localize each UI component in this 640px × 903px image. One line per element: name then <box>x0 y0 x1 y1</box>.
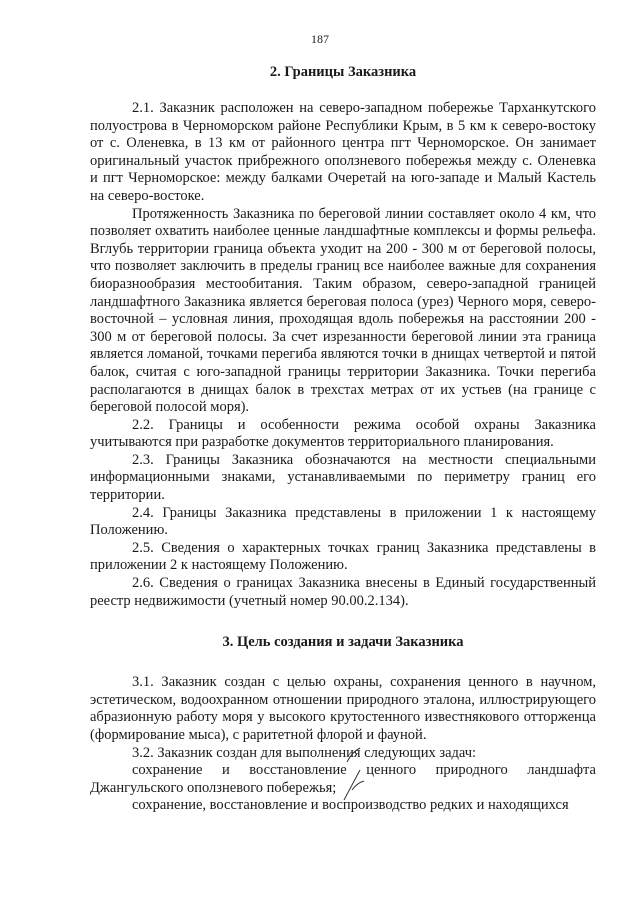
paragraph-2-4: 2.4. Границы Заказника представлены в приложении 1 к настоящему Положению. <box>90 504 596 539</box>
paragraph-2-6: 2.6. Сведения о границах Заказника внесены в Единый государственный реестр недвижимости (учетный номер 90.00.2.134). <box>90 575 596 609</box>
paragraph-2-1-extent: Протяженность Заказника по береговой линии составляет около 4 км, что позволяет охватить наиболее ценные ландшафтные комплексы и формы рельефа. Вглубь территории граница объекта уходит на 200 - 300 м от береговой полосы, что позволяет заключить в пределы границ все наиболее важные для сохранения биоразнообразия местообитания. Таким образом, северо-западной границей ландшафтного Заказника является береговая полоса (урез) Черного моря, северо-восточной – условная линия, проходящая вдоль побережья на расстоянии 200 - 300 м от береговой полосы. За счет изрезанности береговой линии эта граница является ломаной, точками перегиба являются точки в днищах четвертой и пятой балок, считая с юго-западной границы территории Заказника. Точки перегиба располагаются в днищах балок в трехстах метрах от их устьев (на границе с береговой полосой моря). <box>90 205 596 416</box>
page-number: 187 <box>311 32 329 46</box>
paragraph-2-2: 2.2. Границы и особенности режима особой охраны Заказника учитываются при разработке документов территориального планирования. <box>90 416 596 451</box>
document-body <box>90 62 596 815</box>
task-item-2: сохранение, восстановление и воспроизводство редких и находящихся <box>132 797 569 814</box>
paragraph-3-1: 3.1. Заказник создан с целью охраны, сохранения ценного в научном, эстетическом, водоохранном отношении природного эталона, иллюстрирующего абразионную работу моря у высокого крутостенного известнякового отторженца (формирование мыса), с раритетной флорой и фауной. <box>90 674 596 743</box>
paragraph-3-2: 3.2. Заказник создан для выполнения следующих задач: <box>132 744 477 761</box>
section-3-title: 3. Цель создания и задачи Заказника <box>222 634 464 651</box>
paragraph-2-5: 2.5. Сведения о характерных точках границ Заказника представлены в приложении 2 к настоящему Положению. <box>90 539 596 574</box>
paragraph-2-3: 2.3. Границы Заказника обозначаются на местности специальными информационными знаками, устанавливаемыми по периметру границ его территории. <box>90 451 596 504</box>
section-2-title: 2. Границы Заказника <box>269 64 417 80</box>
paragraph-2-1: 2.1. Заказник расположен на северо-западном побережье Тарханкутского полуострова в Черноморском районе Республики Крым, в 5 км к северо-востоку от с. Оленевка, в 13 км от районного центра пгт Черноморское. Он занимает оригинальный участок прибрежного оползневого побережья между с. Оленевка и пгт Черноморское: между балками Очеретай на юго-западе и Малый Кастель на северо-востоке. <box>90 100 596 204</box>
task-item-1: сохранение и восстановление ценного природного ландшафта Джангульского оползневого побережья; <box>90 762 596 796</box>
